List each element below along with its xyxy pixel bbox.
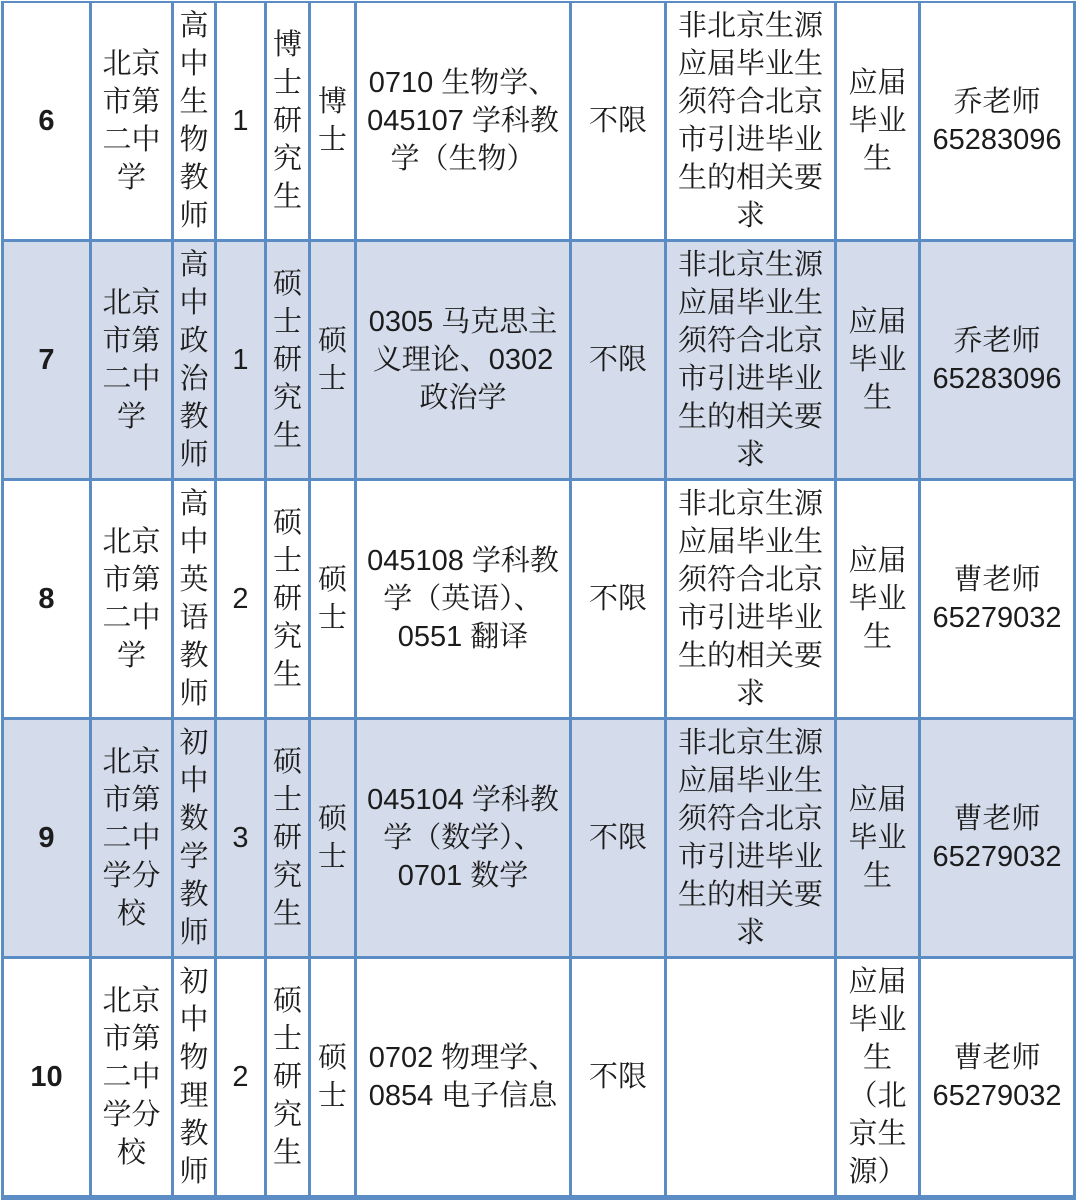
cell-contact [920, 719, 1075, 958]
cell-household: 不限 [571, 719, 666, 958]
cell-seq: 7 [3, 241, 91, 480]
cell-contact [920, 241, 1075, 480]
contact-name: 乔老师 [953, 325, 1041, 357]
cell-majors: 045104 学科教学（数学）、0701 数学 [356, 719, 571, 958]
table-row [3, 958, 1075, 1198]
cell-degree-short: 博士 [310, 2, 356, 241]
cell-school: 北京市第二中学 [91, 241, 173, 480]
cell-requirement: 非北京生源应届毕业生须符合北京市引进毕业生的相关要求 [666, 480, 836, 719]
recruitment-table [1, 1, 1076, 1200]
table-row [3, 480, 1075, 719]
cell-majors: 0305 马克思主义理论、0302 政治学 [356, 241, 571, 480]
table-row [3, 719, 1075, 958]
cell-openings: 1 [216, 2, 266, 241]
contact-name: 曹老师 [953, 564, 1041, 596]
cell-contact [920, 2, 1075, 241]
contact-name: 乔老师 [953, 86, 1041, 118]
cell-grad-type: 应届毕业生 [836, 2, 920, 241]
cell-degree-short: 硕士 [310, 719, 356, 958]
cell-openings: 3 [216, 719, 266, 958]
cell-position: 高中英语教师 [173, 480, 216, 719]
cell-position: 初中数学教师 [173, 719, 216, 958]
cell-degree-short: 硕士 [310, 480, 356, 719]
cell-seq: 9 [3, 719, 91, 958]
cell-seq: 8 [3, 480, 91, 719]
contact-phone: 65279032 [932, 1080, 1062, 1112]
contact-phone: 65283096 [932, 363, 1062, 395]
cell-degree-short: 硕士 [310, 958, 356, 1198]
cell-grad-type: 应届毕业生（北京生源） [836, 958, 920, 1198]
cell-grad-type: 应届毕业生 [836, 480, 920, 719]
cell-position: 高中政治教师 [173, 241, 216, 480]
cell-requirement: 非北京生源应届毕业生须符合北京市引进毕业生的相关要求 [666, 719, 836, 958]
cell-seq: 6 [3, 2, 91, 241]
cell-household: 不限 [571, 241, 666, 480]
cell-degree: 硕士研究生 [266, 719, 310, 958]
cell-requirement: 非北京生源应届毕业生须符合北京市引进毕业生的相关要求 [666, 2, 836, 241]
cell-degree: 博士研究生 [266, 2, 310, 241]
cell-majors: 045108 学科教学（英语）、0551 翻译 [356, 480, 571, 719]
cell-grad-type: 应届毕业生 [836, 241, 920, 480]
table-row [3, 241, 1075, 480]
cell-openings: 1 [216, 241, 266, 480]
cell-school: 北京市第二中学分校 [91, 719, 173, 958]
cell-contact [920, 958, 1075, 1198]
cell-grad-type: 应届毕业生 [836, 719, 920, 958]
cell-contact [920, 480, 1075, 719]
cell-openings: 2 [216, 958, 266, 1198]
cell-majors: 0710 生物学、045107 学科教学（生物） [356, 2, 571, 241]
cell-degree: 硕士研究生 [266, 480, 310, 719]
contact-name: 曹老师 [953, 1042, 1041, 1074]
cell-household: 不限 [571, 480, 666, 719]
cell-requirement: 非北京生源应届毕业生须符合北京市引进毕业生的相关要求 [666, 241, 836, 480]
cell-requirement [666, 958, 836, 1198]
contact-phone: 65279032 [932, 602, 1062, 634]
cell-degree: 硕士研究生 [266, 958, 310, 1198]
cell-degree: 硕士研究生 [266, 241, 310, 480]
contact-name: 曹老师 [953, 803, 1041, 835]
cell-school: 北京市第二中学分校 [91, 958, 173, 1198]
cell-household: 不限 [571, 2, 666, 241]
cell-position: 初中物理教师 [173, 958, 216, 1198]
table-row [3, 2, 1075, 241]
cell-school: 北京市第二中学 [91, 2, 173, 241]
cell-degree-short: 硕士 [310, 241, 356, 480]
cell-position: 高中生物教师 [173, 2, 216, 241]
cell-openings: 2 [216, 480, 266, 719]
cell-school: 北京市第二中学 [91, 480, 173, 719]
contact-phone: 65279032 [932, 841, 1062, 873]
cell-seq: 10 [3, 958, 91, 1198]
contact-phone: 65283096 [932, 124, 1062, 156]
cell-household: 不限 [571, 958, 666, 1198]
cell-majors: 0702 物理学、0854 电子信息 [356, 958, 571, 1198]
